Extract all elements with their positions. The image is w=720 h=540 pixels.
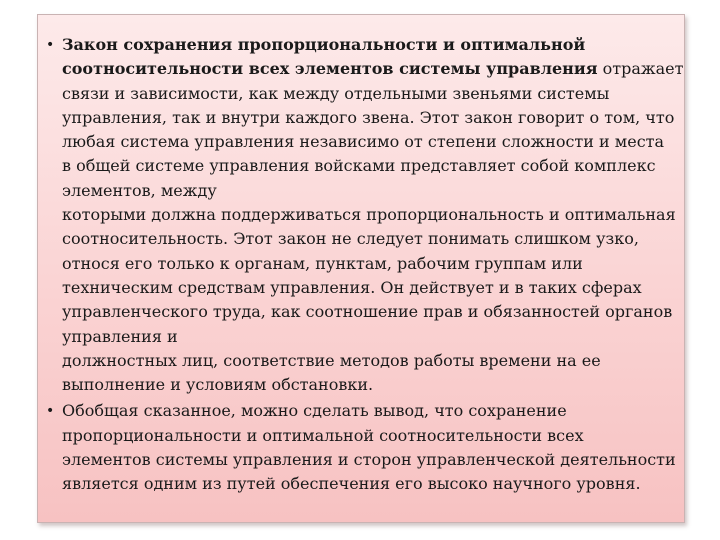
plain-text: выполнение и условиям обстановки. bbox=[62, 375, 374, 395]
bullet-marker: • bbox=[46, 37, 55, 53]
text-line bbox=[62, 300, 674, 324]
text-line bbox=[62, 106, 674, 130]
text-line bbox=[62, 227, 674, 251]
plain-text: которыми должна поддерживаться пропорциональность и оптимальная bbox=[62, 205, 676, 225]
plain-text: техническим средствам управления. Он действует и в таких сферах bbox=[62, 277, 642, 297]
plain-text: Обобщая сказанное, можно сделать вывод, что сохранение bbox=[62, 401, 567, 421]
bullet-item bbox=[46, 33, 684, 397]
text-line bbox=[62, 252, 674, 276]
text-line bbox=[62, 424, 674, 448]
bullet-marker: • bbox=[46, 403, 55, 420]
bold-text: соотносительности всех элементов системы управления bbox=[62, 59, 598, 79]
plain-text: в общей системе управления войсками представляет собой комплекс bbox=[62, 156, 656, 176]
plain-text: управления, так и внутри каждого звена. Этот закон говорит о том, что bbox=[62, 107, 675, 127]
plain-text: управленческого труда, как соотношение прав и обязанностей органов bbox=[62, 302, 673, 322]
text-line bbox=[62, 154, 674, 178]
plain-text: отражает bbox=[597, 59, 684, 79]
text-line bbox=[62, 179, 674, 203]
plain-text: пропорциональности и оптимальной соотносительности всех bbox=[62, 425, 584, 445]
bold-text: Закон сохранения пропорциональности и оптимальной bbox=[62, 35, 586, 54]
plain-text: соотносительность. Этот закон не следует понимать слишком узко, bbox=[62, 229, 639, 249]
plain-text: связи и зависимости, как между отдельными звеньями системы bbox=[62, 83, 610, 103]
text-line bbox=[62, 130, 674, 154]
plain-text: любая система управления независимо от степени сложности и места bbox=[62, 132, 665, 152]
text-line bbox=[62, 399, 674, 423]
bullet-item bbox=[46, 399, 676, 496]
text-line bbox=[62, 82, 674, 106]
text-line bbox=[62, 203, 674, 227]
text-line bbox=[62, 57, 684, 81]
plain-text: должностных лиц, соответствие методов работы времени на ее bbox=[62, 350, 601, 370]
bullet-list bbox=[38, 15, 684, 497]
plain-text: элементов системы управления и сторон управленческой деятельности bbox=[62, 450, 676, 470]
text-line bbox=[62, 33, 674, 57]
plain-text: является одним из путей обеспечения его высоко научного уровня. bbox=[62, 474, 641, 494]
plain-text: управления и bbox=[62, 326, 178, 346]
plain-text: относя его только к органам, пунктам, рабочим группам или bbox=[62, 253, 583, 273]
text-line bbox=[62, 373, 674, 397]
text-line bbox=[62, 448, 674, 472]
plain-text: элементов, между bbox=[62, 180, 217, 200]
content-box bbox=[37, 14, 685, 523]
text-line bbox=[62, 325, 674, 349]
text-line bbox=[62, 276, 674, 300]
text-line bbox=[62, 349, 674, 373]
text-line bbox=[62, 472, 674, 496]
